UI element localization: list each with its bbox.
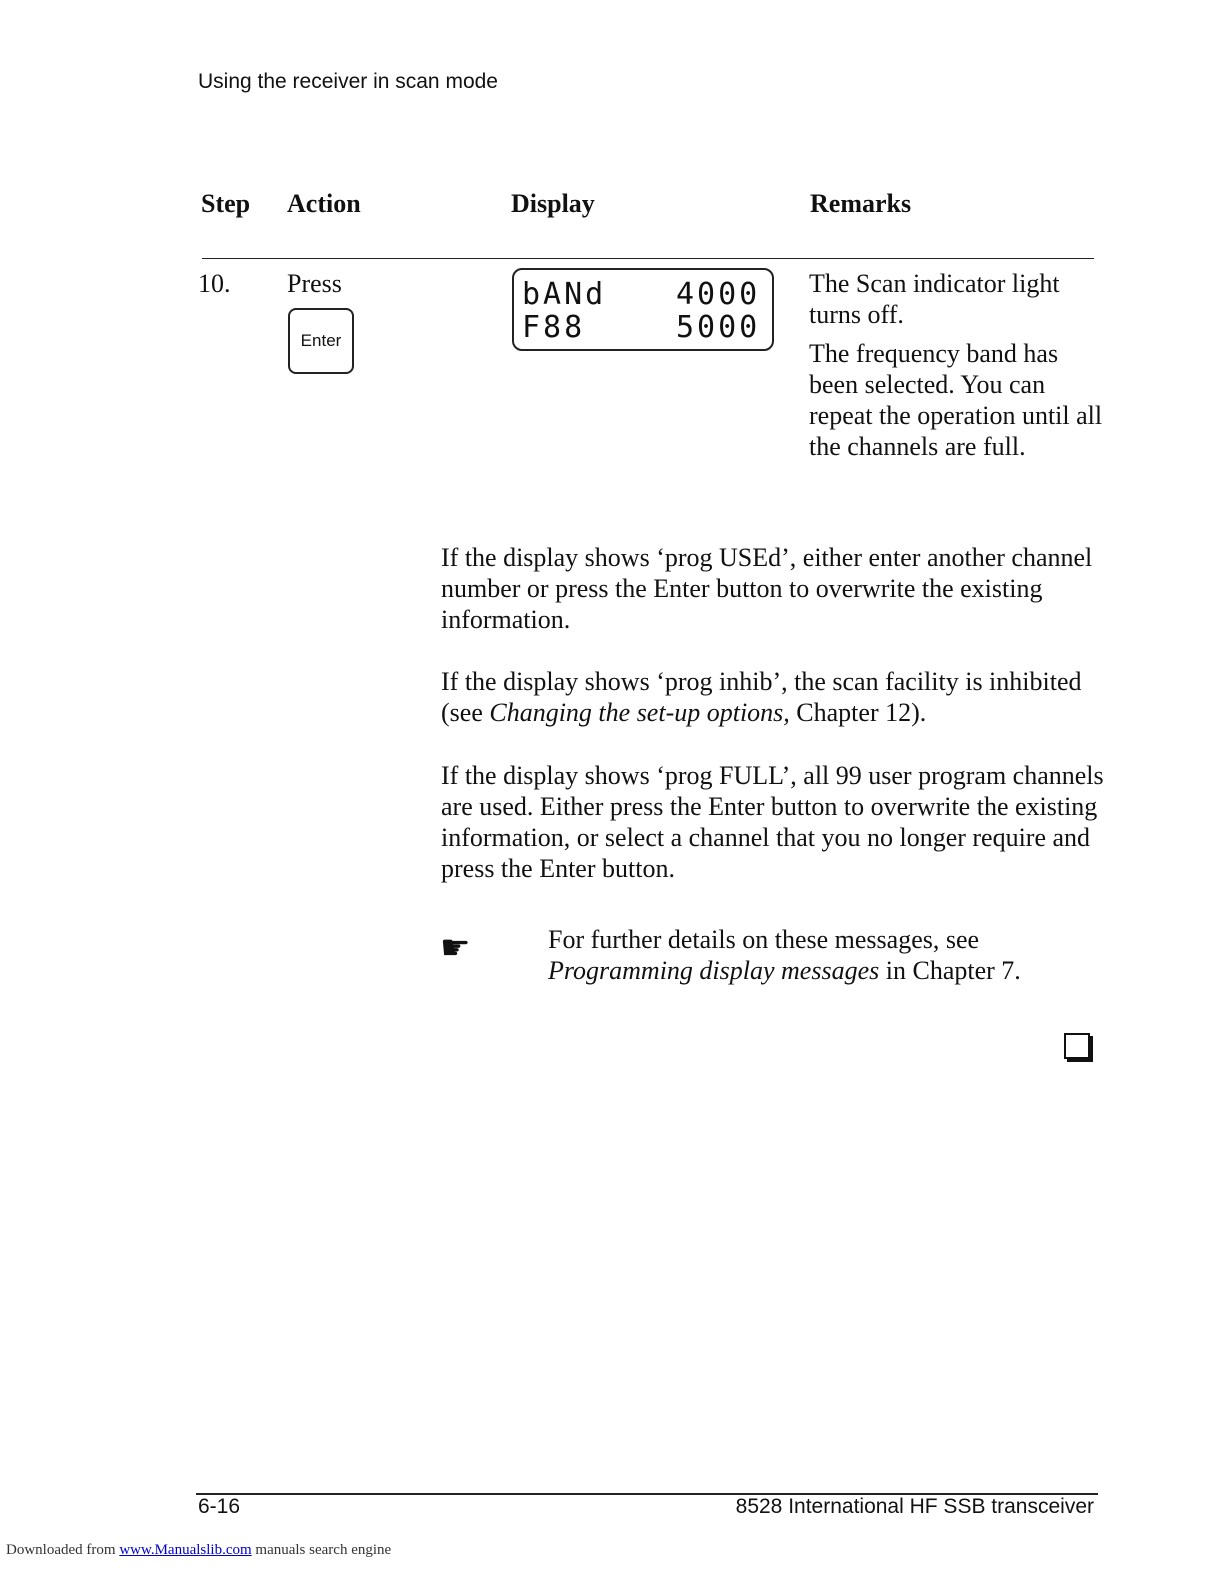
paragraph-prog-inhib-text: If the display shows ‘prog inhib’, the scan facility is inhibited (see — [441, 667, 1082, 727]
table-header-rule — [202, 258, 1094, 259]
paragraph-prog-inhib-chapter: Chapter 12). — [789, 698, 927, 727]
note-text-intro: For further details on these messages, see — [548, 925, 980, 954]
column-header-step: Step — [201, 189, 251, 218]
remark-1: The Scan indicator light turns off. — [809, 269, 1060, 329]
footer-product-name: 8528 International HF SSB transceiver — [735, 1495, 1094, 1518]
setup-options-reference: Changing the set-up options, — [489, 698, 790, 727]
remark-2: The frequency band has been selected. You can repeat the operation until all the channels are full. — [809, 339, 1103, 461]
column-header-display: Display — [511, 189, 595, 218]
end-of-section-icon — [1064, 1033, 1090, 1059]
pointing-hand-icon: ☛ — [440, 930, 471, 967]
action-text: Press — [287, 269, 342, 298]
enter-key-icon — [288, 308, 354, 374]
note-text — [548, 924, 1108, 986]
running-header: Using the receiver in scan mode — [198, 70, 498, 93]
paragraph-prog-full: If the display shows ‘prog FULL’, all 99 user program channels are used. Either press the Enter button to overwrite the existing information, or select a channel that you no longer require and press the Enter button. — [441, 761, 1104, 883]
lcd-line1-left: bANd — [522, 277, 607, 312]
note-text-chapter: in Chapter 7. — [879, 956, 1021, 985]
download-suffix: manuals search engine — [251, 1542, 392, 1558]
lcd-line2-left: F88 — [522, 310, 586, 345]
lcd-line2-right: 5000 — [676, 310, 761, 345]
step-number: 10. — [198, 269, 231, 298]
page-number: 6-16 — [198, 1495, 241, 1518]
enter-key-label: Enter — [300, 331, 342, 350]
lcd-line1-right: 4000 — [676, 277, 761, 312]
paragraph-prog-used: If the display shows ‘prog USEd’, either enter another channel number or press the Enter button to overwrite the existing information. — [441, 543, 1093, 634]
download-prefix: Downloaded from — [6, 1542, 120, 1558]
download-notice — [6, 1542, 391, 1559]
column-header-action: Action — [287, 189, 361, 218]
paragraph-prog-inhib — [441, 666, 1111, 728]
lcd-display — [512, 268, 774, 351]
display-messages-reference: Programming display messages — [548, 956, 880, 985]
column-header-remarks: Remarks — [810, 189, 912, 218]
manualslib-link[interactable]: www.Manualslib.com — [119, 1542, 252, 1558]
